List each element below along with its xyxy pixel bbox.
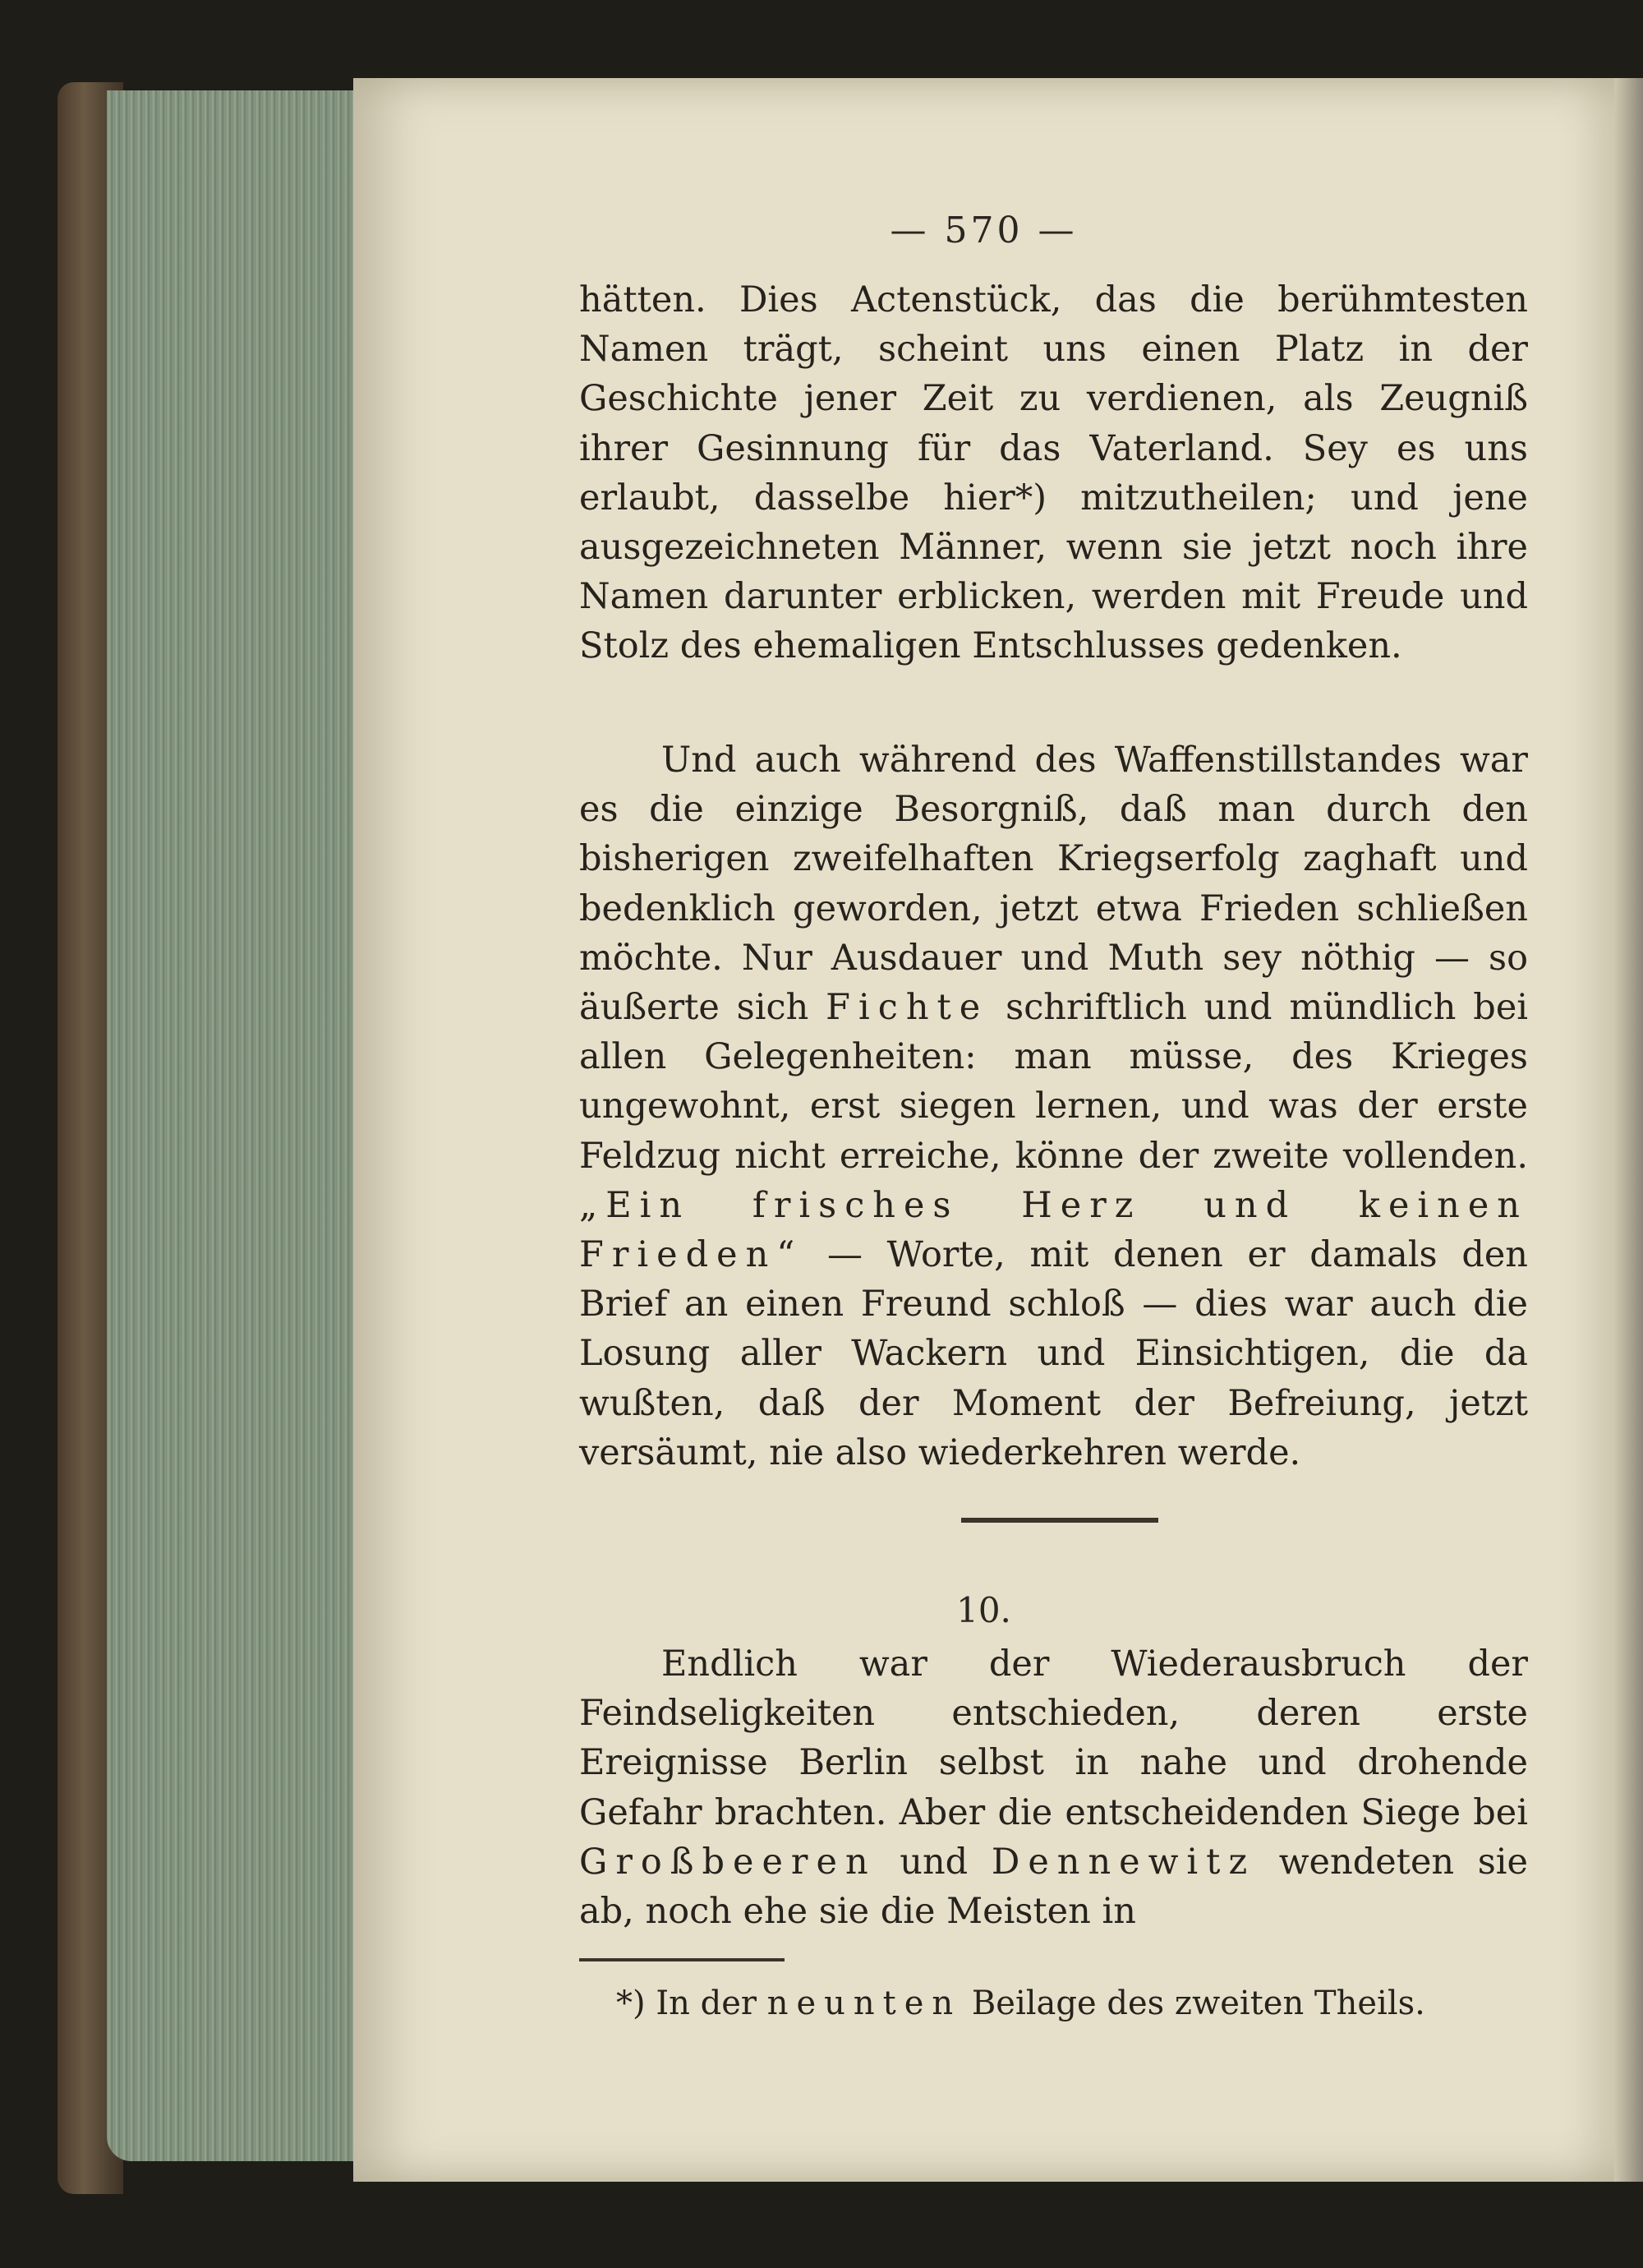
paragraph-2-text-b: schriftlich und mündlich bei allen Gelegenheiten: man müsse, des Krieges ungewohnt, erst siegen lernen, und was der erste Feldzug nicht erreiche, könne der zweite vollenden. (579, 987, 1529, 1177)
place-grossbeeren: Großbeeren (579, 1841, 877, 1883)
paragraph-2-text-a: Und auch während des Waffenstillstandes war es die einzige Besorgniß, daß man durch den bisherigen zweifelhaften Kriegserfolg zaghaft und bedenklich geworden, jetzt etwa Frieden schließen möchte. Nur Ausdauer und Muth sey nöthig — so äußerte sich (579, 740, 1528, 1029)
place-dennewitz: Dennewitz (991, 1841, 1256, 1883)
paragraph-1: hätten. Dies Actenstück, das die berühmtesten Namen trägt, scheint uns einen Platz in der Geschichte jener Zeit zu verdienen, als Zeugniß ihrer Gesinnung für das Vaterland. Sey es uns erlaubt, dasselbe hier*) mitzutheilen; und jene ausgezeichneten Männer, wenn sie jetzt noch ihre Namen darunter erblicken, werden mit Freude und Stolz des ehemaligen Entschlusses gedenken. (579, 279, 1528, 667)
footnote-spaced: neunten (766, 1984, 962, 2022)
facing-page-edge (1614, 78, 1643, 2182)
book-page (353, 78, 1614, 2182)
footnote-marker: *) In der (616, 1984, 757, 2022)
paragraph-3-and: und (900, 1841, 969, 1883)
name-fichte: Fichte (826, 987, 989, 1029)
paragraph-3 (579, 1639, 1528, 1936)
paragraph-2 (579, 735, 1528, 1477)
footnote (616, 1984, 1520, 2022)
section-divider (961, 1518, 1158, 1523)
paragraph-2-text-c: — Worte, mit denen er damals den Brief an einen Freund schloß — dies war auch die Losung aller Wackern und Einsichtigen, die da wußten, daß der Moment der Befreiung, jetzt versäumt, nie also wiederkehren werde. (579, 1234, 1529, 1473)
fichte-quote: „Ein frisches Herz und keinen Frieden“ (579, 1184, 1528, 1276)
page-number: — 570 — (890, 210, 1078, 251)
section-number: 10. (956, 1590, 1011, 1630)
paragraph-3-text-a: Endlich war der Wiederausbruch der Feindseligkeiten entschieden, deren erste Ereignisse Berlin selbst in nahe und drohende Gefahr brachten. Aber die entscheidenden Siege bei (579, 1643, 1528, 1833)
page-block-edge (107, 90, 353, 2161)
footnote-rest: Beilage des zweiten Theils. (971, 1984, 1425, 2022)
paragraph-3-text-b: wendeten sie ab, noch ehe sie die Meisten in (579, 1841, 1528, 1933)
footnote-divider (579, 1958, 785, 1961)
